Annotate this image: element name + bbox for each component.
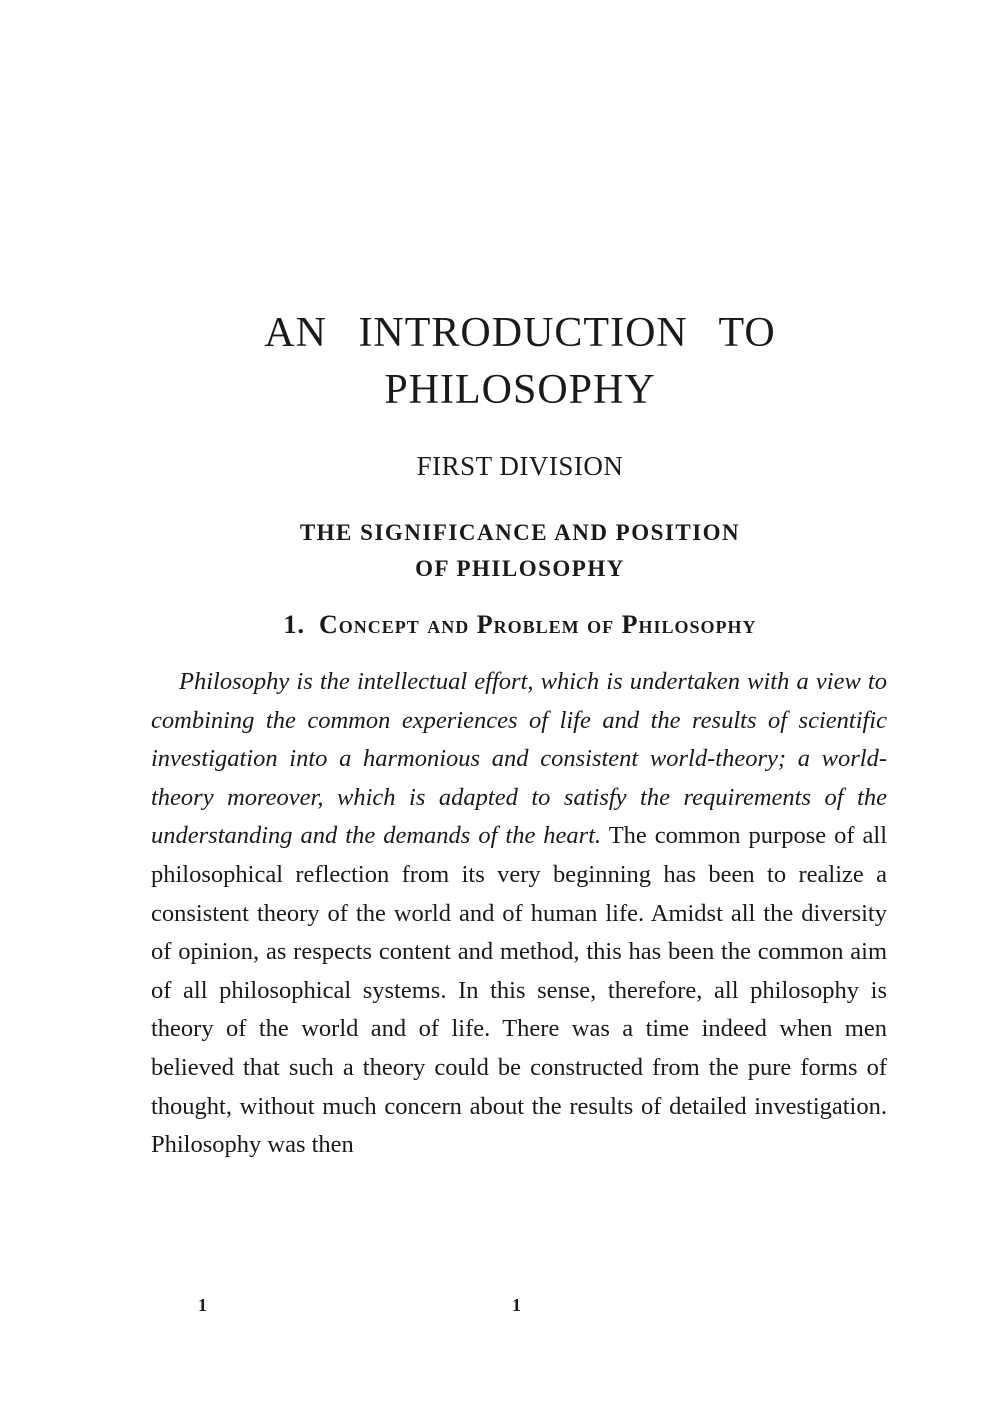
section-title: Concept and Problem of Philosophy: [318, 610, 757, 639]
division-title-line-2: OF PHILOSOPHY: [415, 556, 625, 581]
page-number: 1: [512, 1295, 521, 1315]
division-title-line-1: THE SIGNIFICANCE AND POSITION: [299, 520, 741, 545]
book-title-line-1: AN INTRODUCTION TO: [264, 310, 776, 356]
signature-mark: 1: [198, 1295, 207, 1315]
section-number: 1.: [283, 610, 305, 639]
body-paragraph: The common purpose of all philosophical reflection from its very beginning has been to realize a consistent theory of the world and of human life. Amidst all the diversity of opinion, as respects content and method, this has been the common aim of all philosophical systems. In this sense, therefore, all philosophy is theory of the world and of life. There was a time indeed when men believed that such a theory could be constructed from the pure forms of thought, without much concern about the results of detailed investigation. Philosophy was then: [151, 822, 887, 1159]
body-text: [151, 663, 887, 1165]
definition-paragraph: Philosophy is the intellectual effort, which is undertaken with a view to combining the common experiences of life and the results of scientific investigation into a harmonious and consistent world-theory; a world-theory moreover, which is adapted to satisfy the requirements of the understanding and the demands of the heart.: [151, 668, 887, 850]
book-title-line-2: PHILOSOPHY: [384, 367, 656, 413]
section-heading: [150, 610, 890, 640]
division-heading: FIRST DIVISION: [416, 451, 624, 481]
